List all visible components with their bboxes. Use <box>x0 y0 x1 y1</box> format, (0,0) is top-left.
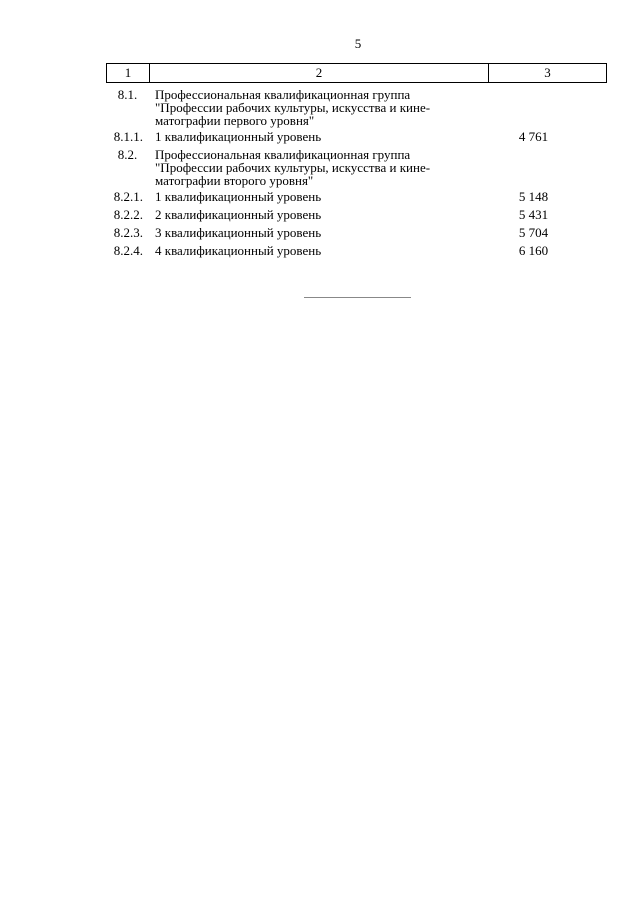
row-value: 5 148 <box>518 189 549 204</box>
table-row <box>106 130 607 143</box>
table-header-col-1: 1 <box>107 64 150 82</box>
page-number: 5 <box>354 36 362 51</box>
table-row <box>106 88 607 127</box>
row-number: 8.2.2. <box>113 207 143 222</box>
row-number: 8.2.4. <box>113 243 143 258</box>
table-header-row <box>106 63 607 83</box>
row-value: 4 761 <box>518 129 549 144</box>
row-value <box>488 88 607 127</box>
table-row <box>106 148 607 187</box>
end-of-document-rule <box>304 297 411 298</box>
row-name-line: Профессиональная квалификационная группа <box>155 87 411 102</box>
table-header-col-2: 2 <box>150 64 489 82</box>
row-name-line: 3 квалификационный уровень <box>155 225 322 240</box>
row-name-line: Профессиональная квалификационная группа <box>155 147 411 162</box>
row-name-line: 1 квалификационный уровень <box>155 129 322 144</box>
row-name <box>149 190 488 203</box>
table-header-col-3: 3 <box>544 65 551 80</box>
row-value <box>488 148 607 187</box>
row-name <box>149 208 488 221</box>
row-value: 5 431 <box>518 207 549 222</box>
table-row <box>106 226 607 239</box>
row-name <box>149 130 488 143</box>
row-name-line: 4 квалификационный уровень <box>155 243 322 258</box>
row-number: 8.1.1. <box>113 129 143 144</box>
row-name <box>149 88 488 127</box>
table-row <box>106 190 607 203</box>
row-name <box>149 244 488 257</box>
row-number: 8.1. <box>117 87 138 102</box>
row-name-line: матографии первого уровня" <box>155 113 315 128</box>
row-name-line: 2 квалификационный уровень <box>155 207 322 222</box>
row-number: 8.2.1. <box>113 189 143 204</box>
table-body <box>106 88 607 262</box>
row-value: 5 704 <box>518 225 549 240</box>
row-number: 8.2.3. <box>113 225 143 240</box>
row-name-line: "Профессии рабочих культуры, искусства и кине- <box>155 160 431 175</box>
row-name <box>149 226 488 239</box>
row-name-line: "Профессии рабочих культуры, искусства и кине- <box>155 100 431 115</box>
row-name-line: матографии второго уровня" <box>155 173 314 188</box>
row-number: 8.2. <box>117 147 138 162</box>
table-row <box>106 208 607 221</box>
row-value: 6 160 <box>518 243 549 258</box>
row-name <box>149 148 488 187</box>
row-name-line: 1 квалификационный уровень <box>155 189 322 204</box>
table-row <box>106 244 607 257</box>
